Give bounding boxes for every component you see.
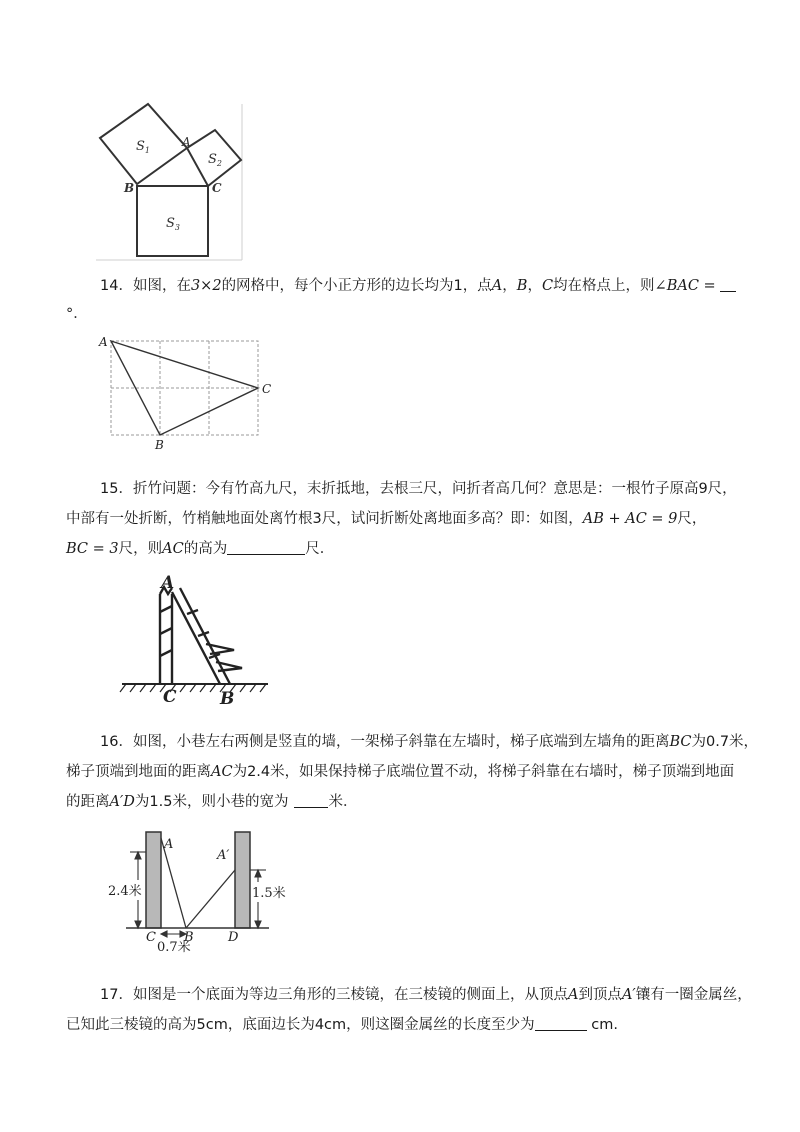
q14-text: 均在格点上，则 [553, 278, 655, 294]
point-label-c: C [262, 382, 272, 396]
math-bc-eq: BC = 3 [66, 541, 119, 557]
math-ac: AC [162, 541, 184, 557]
label-s3: $S_3$ [166, 216, 180, 232]
q16-text: 米． [328, 794, 358, 810]
ground-hatch [190, 684, 196, 692]
math-grid-size: 3×2 [190, 278, 222, 294]
q17-text: 镶有一圈金属丝， [635, 987, 752, 1003]
point-label-b: B [124, 181, 135, 195]
ground-hatch [130, 684, 136, 692]
q15-line-1 [100, 479, 737, 499]
q14-text: 如图，在 [132, 278, 191, 294]
figure-q14-grid [96, 333, 281, 452]
ground-hatch [150, 684, 156, 692]
question-number: 14． [100, 278, 133, 294]
q16-text: 的距离 [66, 794, 110, 810]
q15-text: 尺，则 [118, 541, 163, 557]
ground-hatch [180, 684, 186, 692]
q15-text: 尺， [677, 511, 707, 527]
ground-hatch [200, 684, 206, 692]
point-label-a: A [161, 573, 175, 593]
label-s1: $S_1$ [136, 139, 150, 155]
point-label-b: B [220, 689, 235, 709]
question-number: 17． [100, 987, 133, 1003]
answer-blank[interactable] [535, 1016, 587, 1031]
q14-tail: °． [66, 306, 88, 322]
point-label-c: C [163, 687, 177, 707]
ladder-right [186, 870, 235, 928]
question-number: 15． [100, 481, 133, 497]
ground-hatch [140, 684, 146, 692]
q17-text: 到顶点 [578, 987, 622, 1003]
point-label-a: A [99, 335, 108, 349]
q16-line-3 [66, 792, 357, 812]
dimension-label-0-7: 0.7米 [157, 940, 191, 955]
point-label-b: B [184, 930, 194, 945]
math-point-c: C [541, 278, 554, 294]
point-label-a: A [164, 837, 174, 852]
math-point-a: A [491, 278, 503, 294]
bamboo-stem [160, 587, 172, 684]
math-ab-plus-ac: AB + AC = 9 [582, 511, 678, 527]
dimension-label-1-5: 1.5米 [252, 886, 286, 901]
math-equals: = [698, 278, 721, 294]
answer-blank[interactable] [227, 540, 305, 555]
math-a-prime-d: A′D [109, 794, 135, 810]
math-point-b: B [516, 278, 528, 294]
q14-text: 的网格中，每个小正方形的边长均为1，点 [221, 278, 492, 294]
question-number: 16． [100, 734, 133, 750]
q17-line-1 [100, 985, 752, 1005]
q16-text: 为2.4米，如果保持梯子底端位置不动，将梯子斜靠在右墙时，梯子顶端到地面 [232, 764, 735, 780]
label-s2: $S_2$ [208, 152, 222, 168]
q15-line-2 [66, 509, 706, 529]
q15-text: 中部有一处折断，竹梢触地面处离竹根3尺，试问折断处离地面多高？即：如图， [66, 511, 583, 527]
math-bc: BC [669, 734, 692, 750]
figure-q15-bamboo [120, 572, 270, 709]
point-label-b: B [155, 438, 164, 452]
q15-text: 折竹问题：今有竹高九尺，末折抵地，去根三尺，问折者高几何？意思是：一根竹子原高9尺， [132, 481, 737, 497]
figure-q13-squares [96, 100, 246, 262]
math-point-a-prime: A′ [621, 987, 636, 1003]
width-dimension [161, 931, 186, 937]
q14-line-1 [100, 276, 736, 296]
bamboo-broken-top [172, 588, 242, 684]
point-label-a-prime: A′ [217, 848, 230, 863]
point-label-c: C [212, 181, 222, 195]
right-wall [235, 832, 250, 928]
answer-blank[interactable] [720, 277, 736, 292]
q17-line-2 [66, 1015, 618, 1035]
math-ac: AC [211, 764, 233, 780]
point-label-c: C [146, 930, 156, 945]
point-label-d: D [228, 930, 239, 945]
ground-hatch [260, 684, 266, 692]
ground-hatch [120, 684, 126, 692]
math-angle-bac: ∠BAC [654, 278, 699, 294]
q16-text: 为0.7米， [691, 734, 759, 750]
q15-line-3 [66, 539, 334, 559]
q17-text: 如图是一个底面为等边三角形的三棱镜，在三棱镜的侧面上，从顶点 [132, 987, 568, 1003]
q16-text: 如图，小巷左右两侧是竖直的墙，一架梯子斜靠在左墙时，梯子底端到左墙角的距离 [132, 734, 670, 750]
answer-blank[interactable] [294, 793, 328, 808]
ground-hatch [250, 684, 256, 692]
figure-q16-alley [104, 826, 294, 954]
q16-text: 为1.5米，则小巷的宽为 [134, 794, 289, 810]
q16-text: 梯子顶端到地面的距离 [66, 764, 211, 780]
q17-text: 已知此三棱镜的高为5cm，底面边长为4cm，则这圈金属丝的长度至少为 [66, 1017, 535, 1033]
q17-text: cm. [586, 1017, 618, 1033]
ground-hatch [210, 684, 216, 692]
q14-sep: ， [502, 278, 517, 294]
q16-line-1 [100, 732, 758, 752]
math-point-a: A [567, 987, 579, 1003]
ground-hatch [240, 684, 246, 692]
point-label-a: A [182, 135, 191, 149]
left-wall [146, 832, 161, 928]
q16-line-2 [66, 762, 734, 782]
q15-text: 的高为 [183, 541, 228, 557]
q14-line-2 [66, 304, 88, 324]
dimension-label-2-4: 2.4米 [108, 884, 142, 899]
q14-sep: ， [527, 278, 542, 294]
q15-text: 尺． [305, 541, 335, 557]
